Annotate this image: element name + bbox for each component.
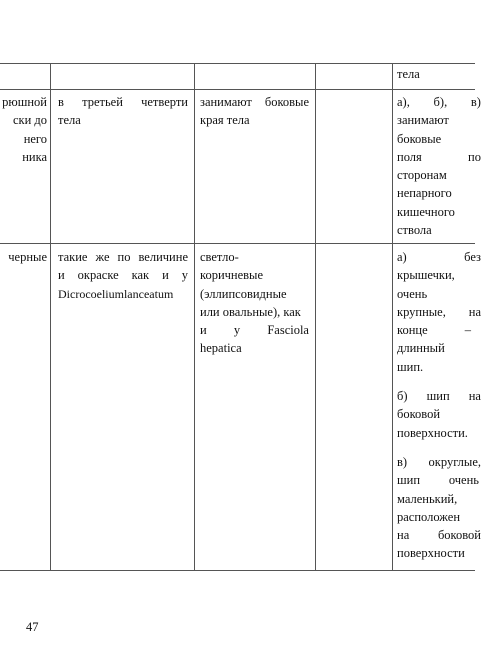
column-border-2 bbox=[194, 63, 195, 571]
egg-type-c-paragraph: в) округлые, шип очень маленький, расположен на боковой поверхности bbox=[397, 454, 481, 561]
page-number: 47 bbox=[26, 620, 39, 634]
column-border-4 bbox=[392, 63, 393, 571]
column-border-3 bbox=[315, 63, 316, 571]
row3-col3-cell: светло- коричневые (эллипсовидные или овальные), как и у Fasciola hepatica bbox=[200, 250, 309, 356]
row3-col1-cell: черные bbox=[8, 250, 47, 264]
row3-col5-cell bbox=[397, 248, 481, 563]
egg-type-a-paragraph: а) без крышечки, очень крупные, на конце – длинный шип. bbox=[397, 250, 481, 374]
row2-col1-cell: рюшной ски до него ника bbox=[2, 95, 47, 164]
row2-col5-cell: а), б), в) занимают боковые поля по сторонам непарного кишечного ствола bbox=[397, 95, 481, 238]
row2-col3-cell: занимают боковые края тела bbox=[200, 95, 309, 128]
table-bottom-border bbox=[0, 570, 475, 571]
row3-col2-cell: такие же по величине и окраске как и у Dicrocoeliumlanceatum bbox=[58, 250, 188, 301]
row2-col2-cell: в третьей четверти тела bbox=[58, 95, 188, 128]
row-divider-2 bbox=[0, 243, 475, 244]
column-border-1 bbox=[50, 63, 51, 571]
row-divider-1 bbox=[0, 89, 475, 90]
row1-col5-text: тела bbox=[397, 67, 420, 81]
egg-type-b-paragraph: б) шип на боковой поверхности. bbox=[397, 389, 481, 440]
table-top-border bbox=[0, 63, 475, 64]
